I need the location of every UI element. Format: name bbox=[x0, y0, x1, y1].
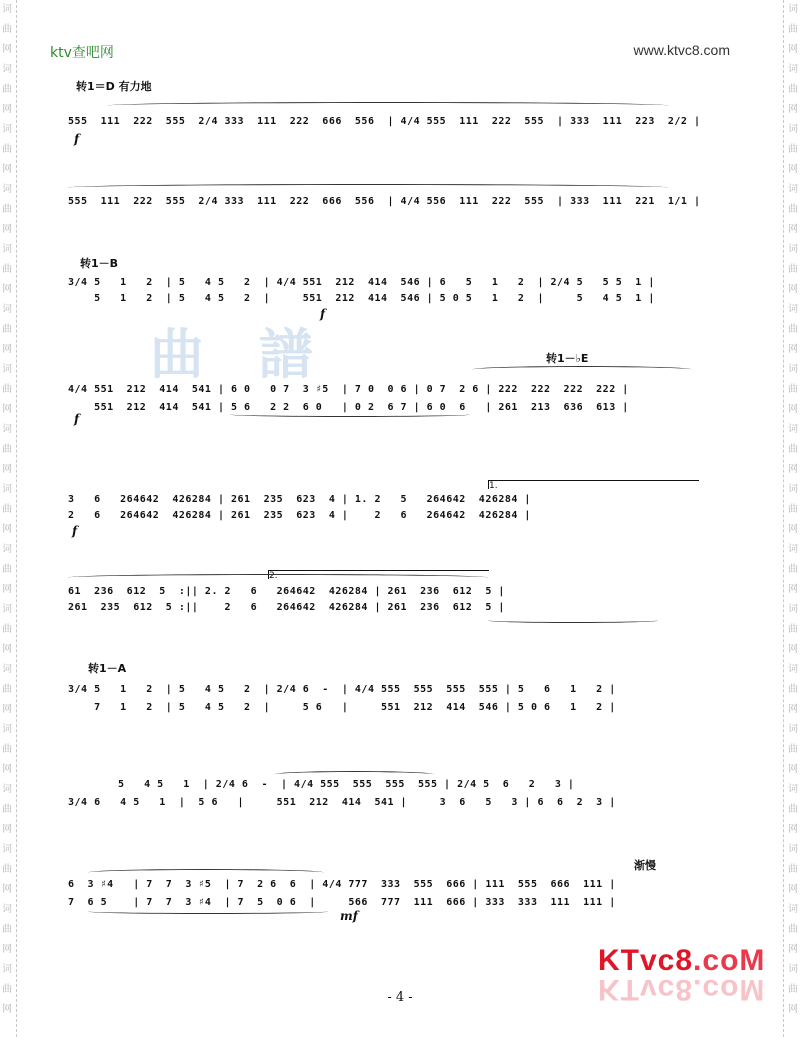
system-3-staff-lower: 5 1 2 | 5 4 5 2 | 551 212 414 546 | 5 0 5 1 2 | 5 4 5 1 | bbox=[68, 293, 655, 304]
system-4-slur bbox=[472, 366, 692, 373]
page-watermark: 曲 譜 bbox=[150, 322, 331, 386]
system-5-volta-1: 1. bbox=[488, 480, 699, 489]
system-2-slur bbox=[68, 184, 668, 191]
system-9-staff-upper: 6 3 ♯4 | 7 7 3 ♯5 | 7 2 6 6 | 4/4 777 333 555 666 | 111 555 666 111 | bbox=[68, 879, 616, 890]
system-5-staff-upper: 3 6 264642 426284 | 261 235 623 4 | 1. 2 5 264642 426284 | bbox=[68, 494, 531, 505]
left-dashed-line bbox=[16, 0, 17, 1037]
score-system-8 bbox=[68, 765, 708, 825]
system-7-annotation: 转1－A bbox=[88, 662, 127, 675]
system-6-underline bbox=[488, 618, 658, 623]
system-4-staff-lower: 551 212 414 541 | 5 6 2 2 6 0 | 0 2 6 7 | 6 0 6 | 261 213 636 613 | bbox=[68, 402, 629, 413]
logo-reflection-b: .coM bbox=[693, 973, 766, 1006]
system-9-staff-lower: 7 6 5 | 7 7 3 ♯4 | 7 5 0 6 | 566 777 111 666 | 333 333 111 111 | bbox=[68, 897, 616, 908]
system-6-staff-upper: 61 236 612 5 :|| 2. 2 6 264642 426284 | 261 236 612 5 | bbox=[68, 586, 505, 597]
header-right-url: www.ktvc8.com bbox=[633, 42, 730, 58]
system-3-annotation: 转1－B bbox=[80, 257, 119, 270]
system-9-underline bbox=[88, 909, 328, 914]
system-4-annotation: 转1－♭E bbox=[546, 352, 589, 365]
system-9-dynamic: mf bbox=[340, 909, 358, 923]
system-7-staff-lower: 7 1 2 | 5 4 5 2 | 5 6 | 551 212 414 546 | 5 0 6 1 2 | bbox=[68, 702, 616, 713]
system-1-staff-lower: 555 111 222 555 2/4 333 111 222 666 556 | 4/4 555 111 222 555 | 333 111 223 2/2 | bbox=[68, 116, 701, 127]
score-system-4 bbox=[68, 350, 708, 430]
system-1-annotation: 转1＝D 有力地 bbox=[76, 80, 152, 93]
system-4-staff-upper: 4/4 551 212 414 541 | 6 0 0 7 3 ♯5 | 7 0 0 6 | 0 7 2 6 | 222 222 222 222 | bbox=[68, 384, 629, 395]
logo-reflection-a: KTvc8 bbox=[598, 973, 694, 1006]
system-1-slur bbox=[108, 102, 668, 109]
system-2-staff-lower: 555 111 222 555 2/4 333 111 222 666 556 | 4/4 556 111 222 555 | 333 111 221 1/1 | bbox=[68, 196, 701, 207]
system-5-dynamic: f bbox=[72, 524, 78, 538]
system-8-staff-upper: 5 4 5 1 | 2/4 6 - | 4/4 555 555 555 555 | 2/4 5 6 2 3 | bbox=[118, 779, 575, 790]
logo-part-a: KTvc8 bbox=[598, 944, 694, 977]
logo-part-b: .coM bbox=[693, 944, 766, 977]
score-system-5 bbox=[68, 478, 708, 548]
system-9-slur bbox=[88, 869, 324, 876]
system-8-staff-lower: 3/4 6 4 5 1 | 5 6 | 551 212 414 541 | 3 6 5 3 | 6 6 2 3 | bbox=[68, 797, 616, 808]
right-edge-watermark: 词曲网词曲网词曲网词曲网词曲网词曲网词曲网词曲网词曲网词曲网词曲网词曲网词曲网词曲网词曲网词曲网词曲网 bbox=[788, 4, 798, 1015]
score-system-6 bbox=[68, 570, 708, 630]
system-1-dynamic: f bbox=[74, 132, 80, 146]
score-system-3 bbox=[68, 255, 708, 325]
system-5-staff-lower: 2 6 264642 426284 | 261 235 623 4 | 2 6 264642 426284 | bbox=[68, 510, 531, 521]
page-number: - 4 - bbox=[387, 990, 413, 1005]
system-7-staff-upper: 3/4 5 1 2 | 5 4 5 2 | 2/4 6 - | 4/4 555 555 555 555 | 5 6 1 2 | bbox=[68, 684, 616, 695]
header-left-text: ktv查吧网 bbox=[50, 45, 114, 61]
system-9-annotation: 渐慢 bbox=[634, 859, 656, 872]
system-4-dynamic: f bbox=[74, 412, 80, 426]
score-system-9 bbox=[68, 855, 708, 925]
score-system-7 bbox=[68, 660, 708, 730]
system-6-staff-lower: 261 235 612 5 :|| 2 6 264642 426284 | 261 236 612 5 | bbox=[68, 602, 505, 613]
system-6-volta-2: 2. bbox=[268, 570, 489, 579]
left-edge-watermark: 词曲网词曲网词曲网词曲网词曲网词曲网词曲网词曲网词曲网词曲网词曲网词曲网词曲网词曲网词曲网词曲网词曲网 bbox=[2, 4, 12, 1015]
score-system-2 bbox=[68, 180, 708, 220]
right-dashed-line bbox=[783, 0, 784, 1037]
system-6-slur bbox=[68, 574, 488, 581]
system-3-staff-upper: 3/4 5 1 2 | 5 4 5 2 | 4/4 551 212 414 546 | 6 5 1 2 | 2/4 5 5 5 1 | bbox=[68, 277, 655, 288]
system-4-underline bbox=[230, 412, 470, 417]
system-8-slur bbox=[274, 771, 434, 778]
system-3-dynamic: f bbox=[320, 307, 326, 321]
score-system-1 bbox=[68, 78, 708, 148]
